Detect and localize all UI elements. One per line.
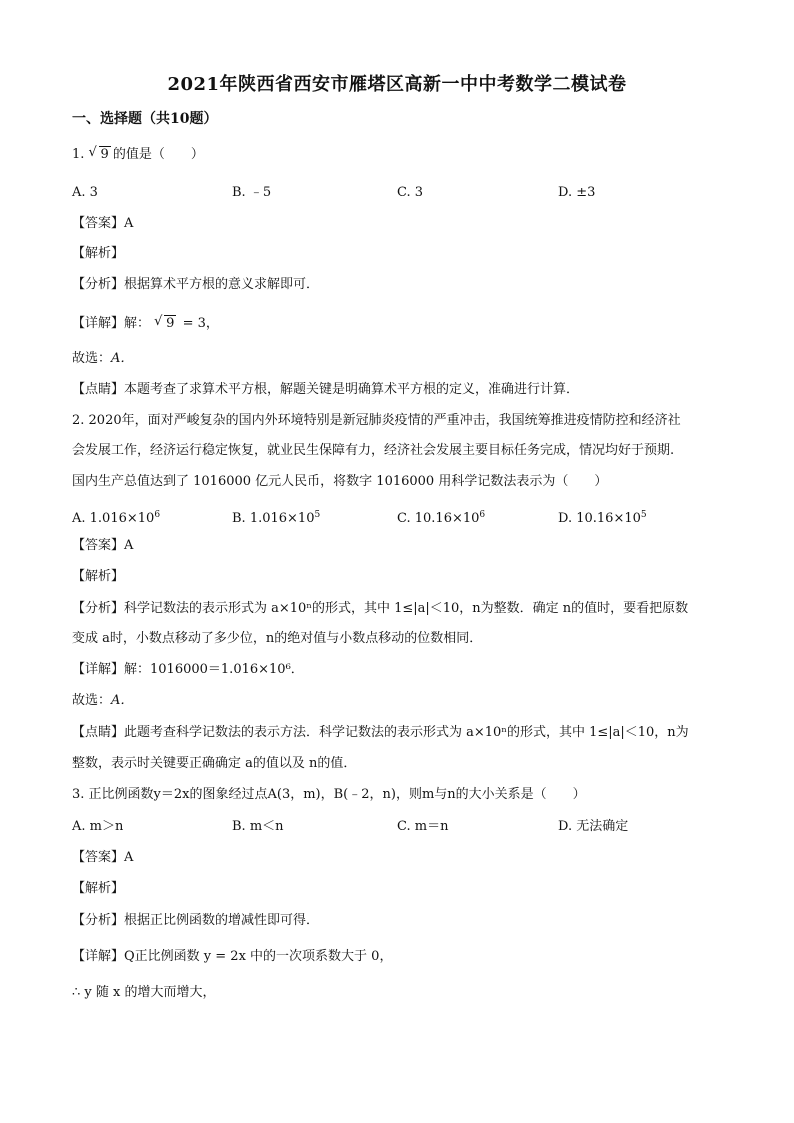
q1-choose: 故选：A．: [72, 351, 134, 366]
q2-option-c: C. $10.16\times 10^6$: [397, 510, 486, 526]
q3-option-b: B. m＜n: [232, 819, 284, 834]
q2-detail: 【详解】解：1016000＝1.016×10⁶．: [72, 662, 304, 677]
q1-option-a: A. 3: [72, 185, 98, 200]
q3-analysis-label: 【解析】: [72, 881, 125, 896]
q1-option-c: C. 3: [397, 185, 424, 200]
q3-stem: 3. 正比例函数y＝2x的图象经过点A(3，m)，B(﹣2，n)，则m与n的大小关系是（ ）: [72, 787, 586, 802]
q3-answer: 【答案】A: [72, 850, 134, 865]
q2-stem-line-3: 国内生产总值达到了 1016000 亿元人民币，将数字 1016000 用科学记数法表示为（ ）: [72, 474, 608, 489]
q2-option-a: A. $1.016\times 10^6$: [72, 510, 161, 526]
q1-comment: 【点睛】本题考查了求算术平方根，解题关键是明确算术平方根的定义，准确进行计算．: [72, 382, 580, 397]
q1-option-d: D. ±3: [558, 185, 596, 200]
q1-number: 1.: [72, 147, 85, 162]
q2-options: [72, 506, 732, 524]
q3-detail: 【详解】Q正比例函数 y = 2x 中的一次项系数大于 0，: [72, 949, 393, 964]
q1-stem: 1. √ 9 的值是（ ）: [72, 145, 204, 162]
sqrt-symbol: √ 9: [154, 314, 175, 331]
q2-option-b: B. $1.016\times 10^5$: [232, 510, 321, 526]
q2-comment-line-1: 【点睛】此题考查科学记数法的表示方法．科学记数法的表示形式为 a×10ⁿ的形式，其中 1≤|a|＜10，n为: [72, 725, 689, 740]
q1-option-b: B. ﹣5: [232, 185, 272, 200]
q1-analysis-label: 【解析】: [72, 246, 125, 261]
page-title: 2021年陕西省西安市雁塔区高新一中中考数学二模试卷: [167, 74, 627, 95]
sqrt-symbol: √ 9: [88, 145, 109, 162]
q1-answer: 【答案】A: [72, 216, 134, 231]
q2-stem-line-2: 会发展工作，经济运行稳定恢复，就业民生保障有力，经济社会发展主要目标任务完成，情况均好于预期.: [72, 443, 675, 458]
q3-last-line: ∴ y 随 x 的增大而增大，: [72, 985, 216, 1000]
q2-comment-line-2: 整数，表示时关键要正确确定 a的值以及 n的值．: [72, 756, 357, 771]
q3-option-c: C. m＝n: [397, 819, 449, 834]
q1-fenxi: 【分析】根据算术平方根的意义求解即可．: [72, 277, 320, 292]
q3-fenxi: 【分析】根据正比例函数的增减性即可得．: [72, 913, 320, 928]
q2-stem-line-1: 2. 2020年，面对严峻复杂的国内外环境特别是新冠肺炎疫情的严重冲击，我国统筹推进疫情防控和经济社: [72, 413, 681, 428]
q2-choose: 故选：A．: [72, 693, 134, 708]
q3-option-d: D. 无法确定: [558, 819, 629, 834]
q2-option-d: D. $10.16\times 10^5$: [558, 510, 647, 526]
q1-options: [72, 184, 732, 202]
q2-fenxi-line-2: 变成 a时，小数点移动了多少位，n的绝对值与小数点移动的位数相同．: [72, 631, 483, 646]
q1-detail: 【详解】解： √ 9 = 3，: [72, 314, 219, 331]
section-heading: 一、选择题（共10题）: [72, 111, 218, 127]
q2-analysis-label: 【解析】: [72, 569, 125, 584]
q3-options: [72, 818, 732, 836]
q2-answer: 【答案】A: [72, 538, 134, 553]
q3-option-a: A. m＞n: [72, 819, 124, 834]
q2-fenxi-line-1: 【分析】科学记数法的表示形式为 a×10ⁿ的形式，其中 1≤|a|＜10，n为整数．确定 n的值时，要看把原数: [72, 601, 689, 616]
